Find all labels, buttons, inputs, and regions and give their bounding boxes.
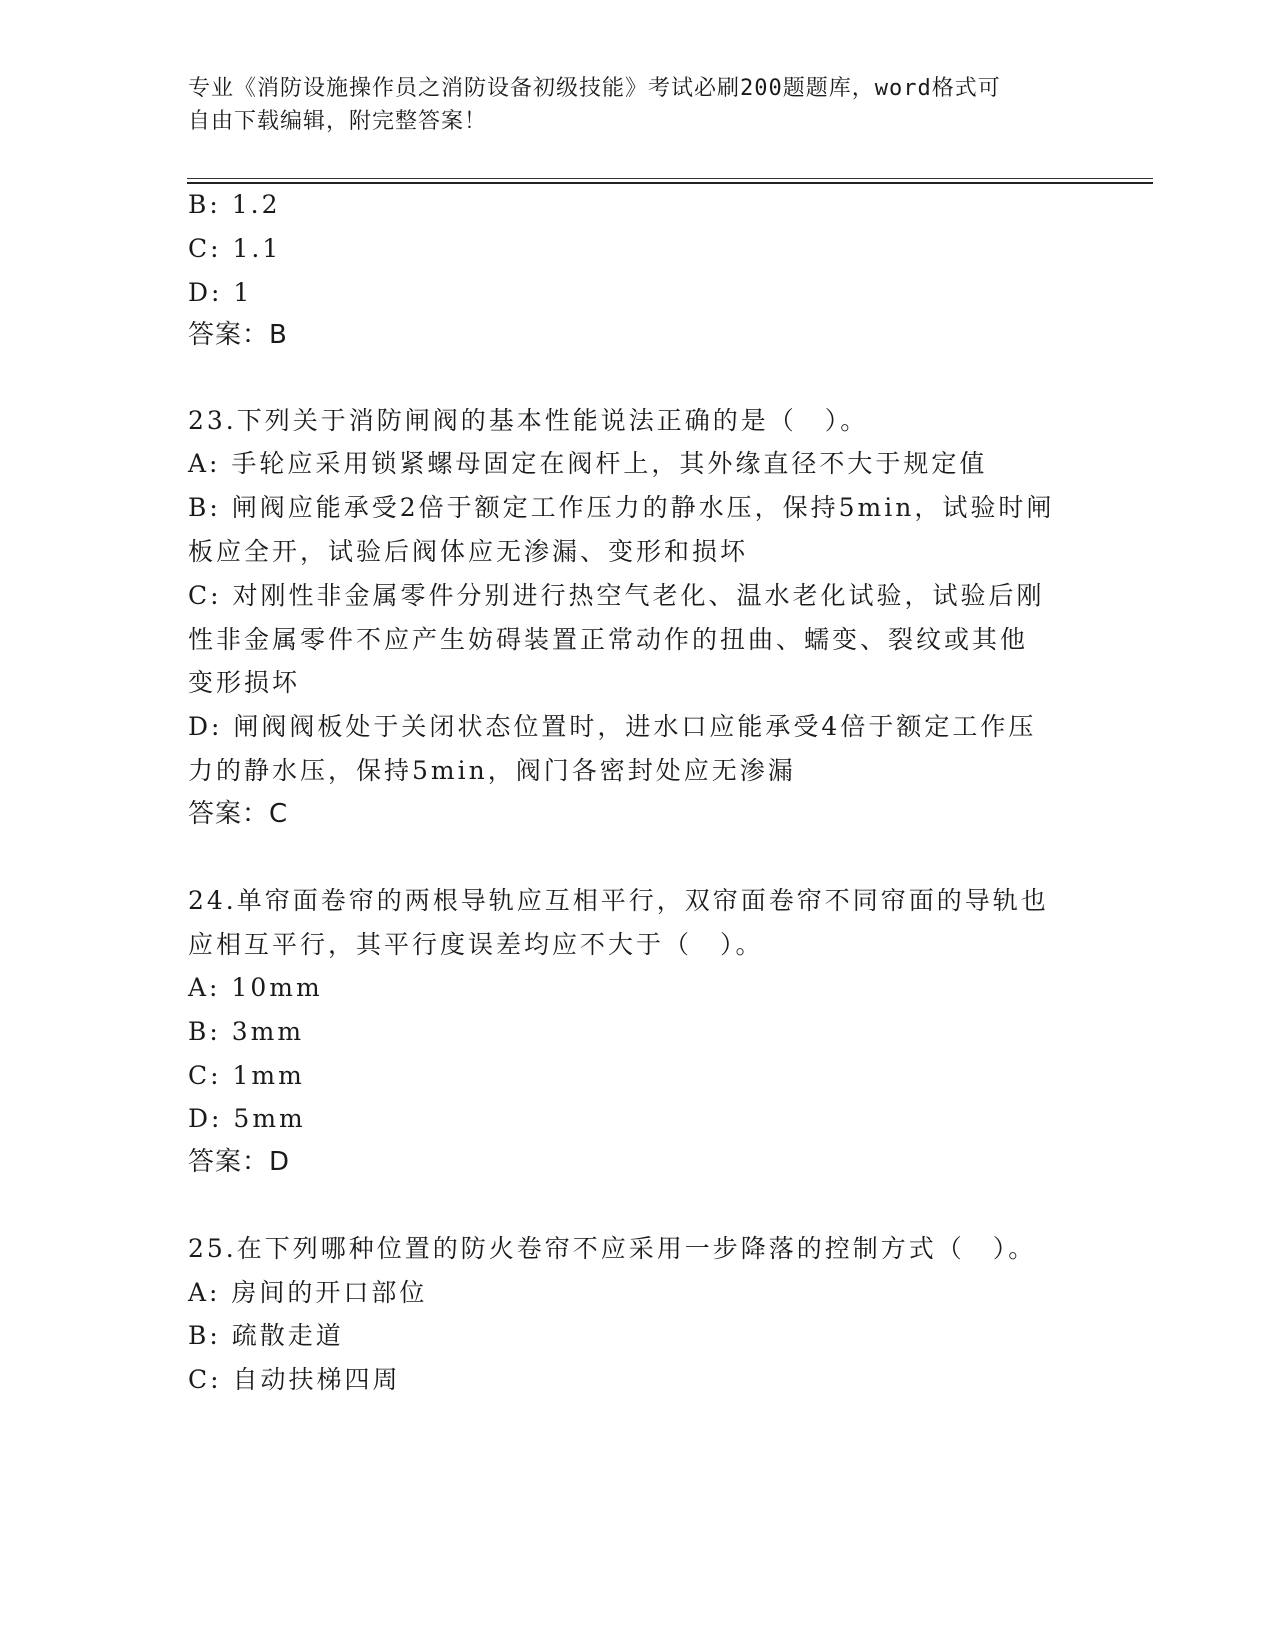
question-25-stem: 25.在下列哪种位置的防火卷帘不应采用一步降落的控制方式（ ）。 [188,1234,1037,1263]
header-divider-thin [187,178,1153,179]
question-24-option-b: B: 3mm [188,1017,305,1046]
question-25-option-a: A: 房间的开口部位 [188,1278,428,1307]
question-23-stem: 23.下列关于消防闸阀的基本性能说法正确的是（ ）。 [188,406,869,435]
question-25-option-c: C: 自动扶梯四周 [188,1365,401,1394]
question-24-stem: 24.单帘面卷帘的两根导轨应互相平行，双帘面卷帘不同帘面的导轨也 [188,886,1049,915]
question-23-option-d-cont: 力的静水压，保持5min，阀门各密封处应无渗漏 [188,756,796,785]
header-divider-thick [187,182,1153,184]
question-23-option-b-cont: 板应全开，试验后阀体应无渗漏、变形和损坏 [188,537,749,566]
question-24-option-c: C: 1mm [188,1061,305,1090]
question-24-option-d: D: 5mm [188,1104,306,1133]
question-23-option-d: D: 闸阀阀板处于关闭状态位置时，进水口应能承受4倍于额定工作压 [188,712,1037,741]
question-23-option-c: C: 对刚性非金属零件分别进行热空气老化、温水老化试验，试验后刚 [188,581,1045,610]
question-23-answer: 答案：C [188,799,289,829]
question-23-option-c-cont: 性非金属零件不应产生妨碍装置正常动作的扭曲、蠕变、裂纹或其他 [188,625,1029,654]
question-24-answer: 答案：D [188,1147,291,1177]
header-line-2: 自由下载编辑，附完整答案！ [188,109,488,134]
question-24-stem-cont: 应相互平行，其平行度误差均应不大于（ ）。 [188,930,764,959]
option-d-prev: D: 1 [188,278,253,307]
option-c-prev: C: 1.1 [188,234,282,263]
header-line-1: 专业《消防设施操作员之消防设备初级技能》考试必刷200题题库，word格式可 [188,76,1001,101]
question-23-option-b: B: 闸阀应能承受2倍于额定工作压力的静水压，保持5min，试验时闸 [188,493,1055,522]
question-23-option-c-cont-2: 变形损坏 [188,668,301,697]
question-25-option-b: B: 疏散走道 [188,1321,344,1350]
question-23-option-a: A: 手轮应采用锁紧螺母固定在阀杆上，其外缘直径不大于规定值 [188,449,988,478]
document-header [188,72,1088,138]
question-24-option-a: A: 10mm [188,973,323,1002]
answer-prev: 答案：B [188,320,288,350]
option-b-prev: B: 1.2 [188,190,281,219]
